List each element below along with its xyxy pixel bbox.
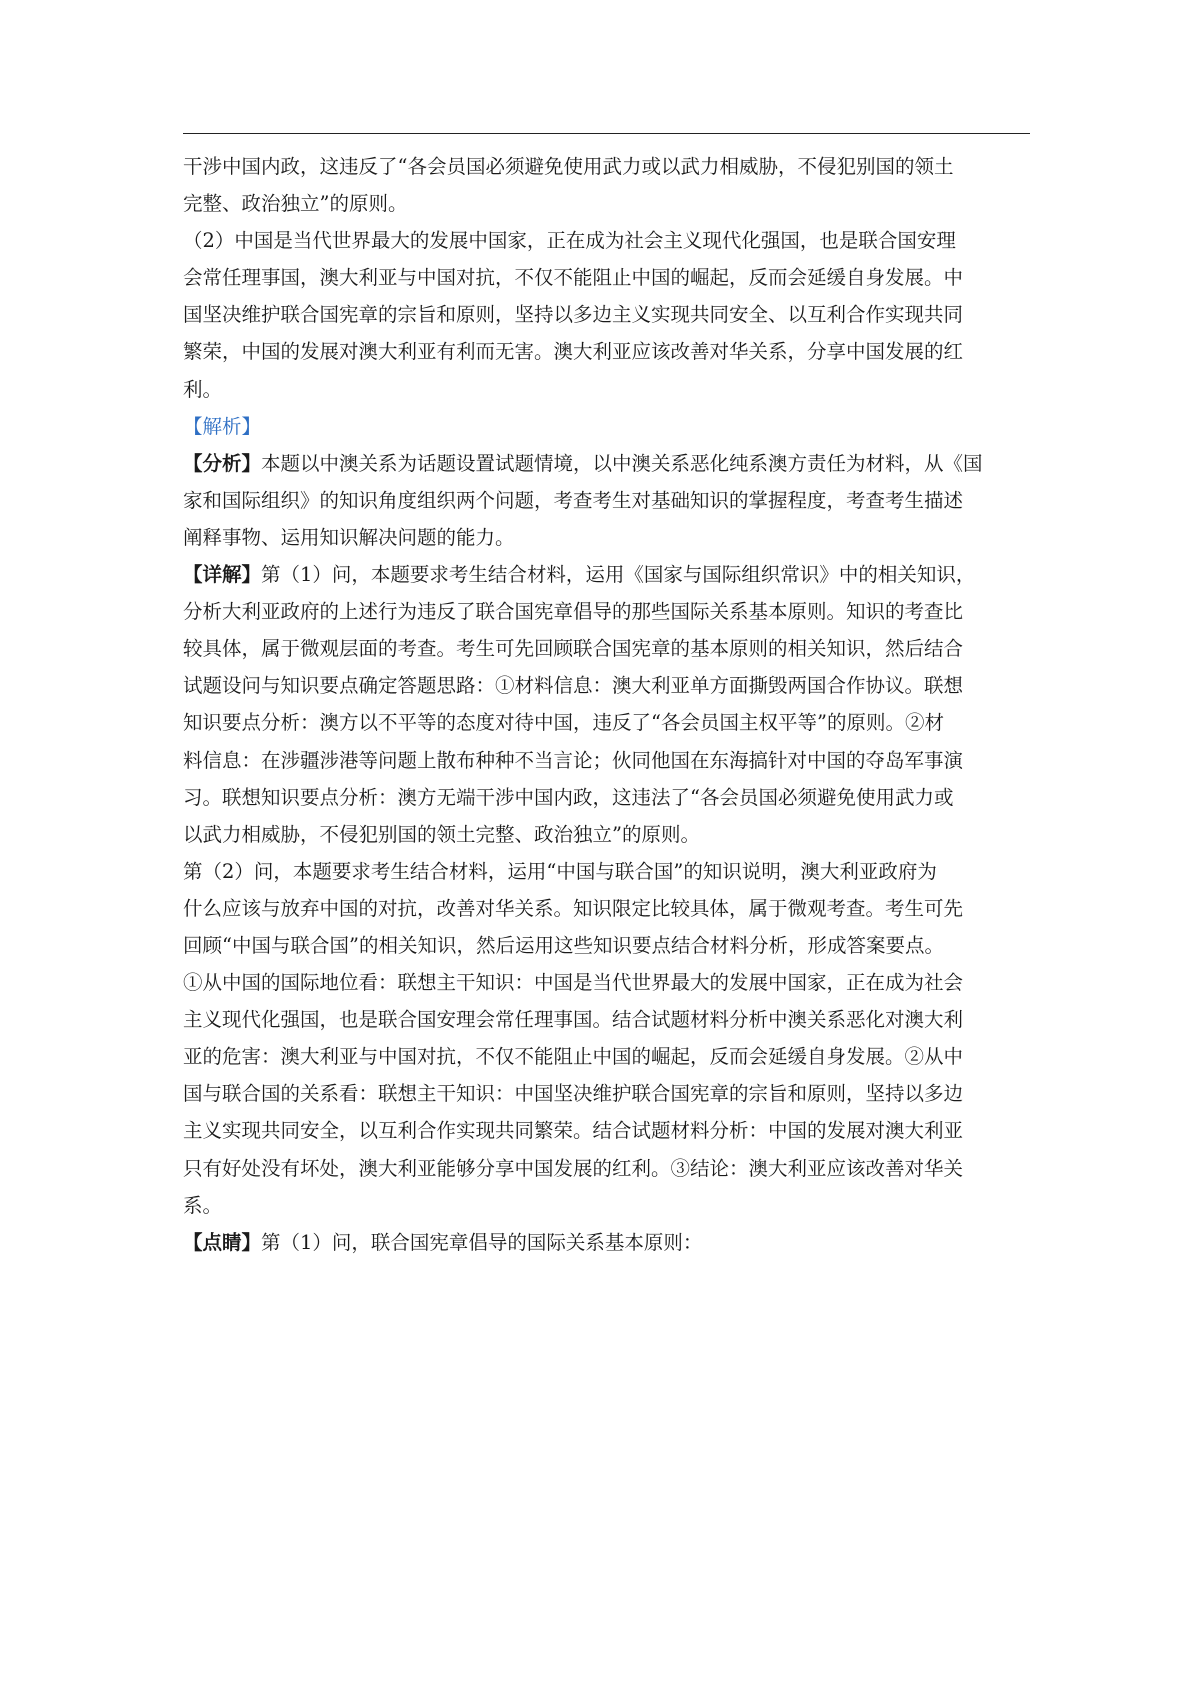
text-line: 知识要点分析：澳方以不平等的态度对待中国，违反了“各会员国主权平等”的原则。②材 [183, 711, 944, 735]
text-line: 只有好处没有坏处，澳大利亚能够分享中国发展的红利。③结论：澳大利亚应该改善对华关 [183, 1156, 964, 1180]
jiexi-header: 【解析】 [183, 414, 262, 438]
header-rule [183, 133, 1030, 134]
text-line: 阐释事物、运用知识解决问题的能力。 [183, 525, 515, 549]
text-line: 家和国际组织》的知识角度组织两个问题，考查考生对基础知识的掌握程度，考查考生描述 [183, 488, 964, 512]
detail-section [183, 556, 1030, 1224]
text-line: 试题设问与知识要点确定答题思路：①材料信息：澳大利亚单方面撕毁两国合作协议。联想 [183, 674, 964, 698]
text-line: 第（2）问，本题要求考生结合材料，运用“中国与联合国”的知识说明，澳大利亚政府为 [183, 859, 937, 883]
text-line: 国与联合国的关系看：联想主干知识：中国坚决维护联合国宪章的宗旨和原则，坚持以多边 [183, 1082, 964, 1106]
text-line: 会常任理事国，澳大利亚与中国对抗，不仅不能阻止中国的崛起，反而会延缓自身发展。中 [183, 266, 964, 290]
text-line: 干涉中国内政，这违反了“各会员国必须避免使用武力或以武力相威胁，不侵犯别国的领土 [183, 155, 954, 178]
answer-part2 [183, 222, 1030, 407]
text-line: 利。 [183, 377, 223, 401]
text-line: 系。 [183, 1193, 223, 1217]
text-line: 以武力相威胁，不侵犯别国的领土完整、政治独立”的原则。 [183, 822, 700, 846]
text-line: 料信息：在涉疆涉港等问题上散布种种不当言论；伙同他国在东海搞针对中国的夺岛军事演 [183, 748, 964, 772]
text-line: 习。联想知识要点分析：澳方无端干涉中国内政，这违法了“各会员国必须避免使用武力或 [183, 785, 954, 809]
text-line: 主义实现共同安全，以互利合作实现共同繁荣。结合试题材料分析：中国的发展对澳大利亚 [183, 1119, 964, 1143]
text-line: 较具体，属于微观层面的考查。考生可先回顾联合国宪章的基本原则的相关知识，然后结合 [183, 637, 964, 661]
text-line: （2）中国是当代世界最大的发展中国家，正在成为社会主义现代化强国，也是联合国安理 [183, 229, 956, 253]
analysis-label: 【分析】 [183, 451, 262, 475]
text-line: 分析大利亚政府的上述行为违反了联合国宪章倡导的那些国际关系基本原则。知识的考查比 [183, 600, 964, 624]
detail-label: 【详解】 [183, 563, 262, 587]
text-line: 第（1）问，联合国宪章倡导的国际关系基本原则： [261, 1230, 703, 1254]
text-line: 主义现代化强国，也是联合国安理会常任理事国。结合试题材料分析中澳关系恶化对澳大利 [183, 1008, 964, 1032]
page-content [183, 148, 1030, 1261]
text-line: 本题以中澳关系为话题设置试题情境，以中澳关系恶化纯系澳方责任为材料，从《国 [261, 451, 983, 475]
dianjing-section [183, 1224, 1030, 1261]
analysis-section [183, 445, 1030, 556]
text-line: 回顾“中国与联合国”的相关知识，然后运用这些知识要点结合材料分析，形成答案要点。 [183, 933, 944, 957]
text-line: 什么应该与放弃中国的对抗，改善对华关系。知识限定比较具体，属于微观考查。考生可先 [183, 896, 964, 920]
text-line: 国坚决维护联合国宪章的宗旨和原则，坚持以多边主义实现共同安全、以互利合作实现共同 [183, 303, 964, 327]
answer-part1-continued [183, 148, 1030, 222]
text-line: 繁荣，中国的发展对澳大利亚有利而无害。澳大利亚应该改善对华关系，分享中国发展的红 [183, 340, 964, 364]
text-line: 完整、政治独立”的原则。 [183, 192, 408, 216]
text-line: 第（1）问，本题要求考生结合材料，运用《国家与国际组织常识》中的相关知识， [261, 563, 976, 587]
text-line: 亚的危害：澳大利亚与中国对抗，不仅不能阻止中国的崛起，反而会延缓自身发展。②从中 [183, 1045, 964, 1069]
text-line: ①从中国的国际地位看：联想主干知识：中国是当代世界最大的发展中国家，正在成为社会 [183, 971, 964, 995]
dianjing-label: 【点睛】 [183, 1230, 262, 1254]
